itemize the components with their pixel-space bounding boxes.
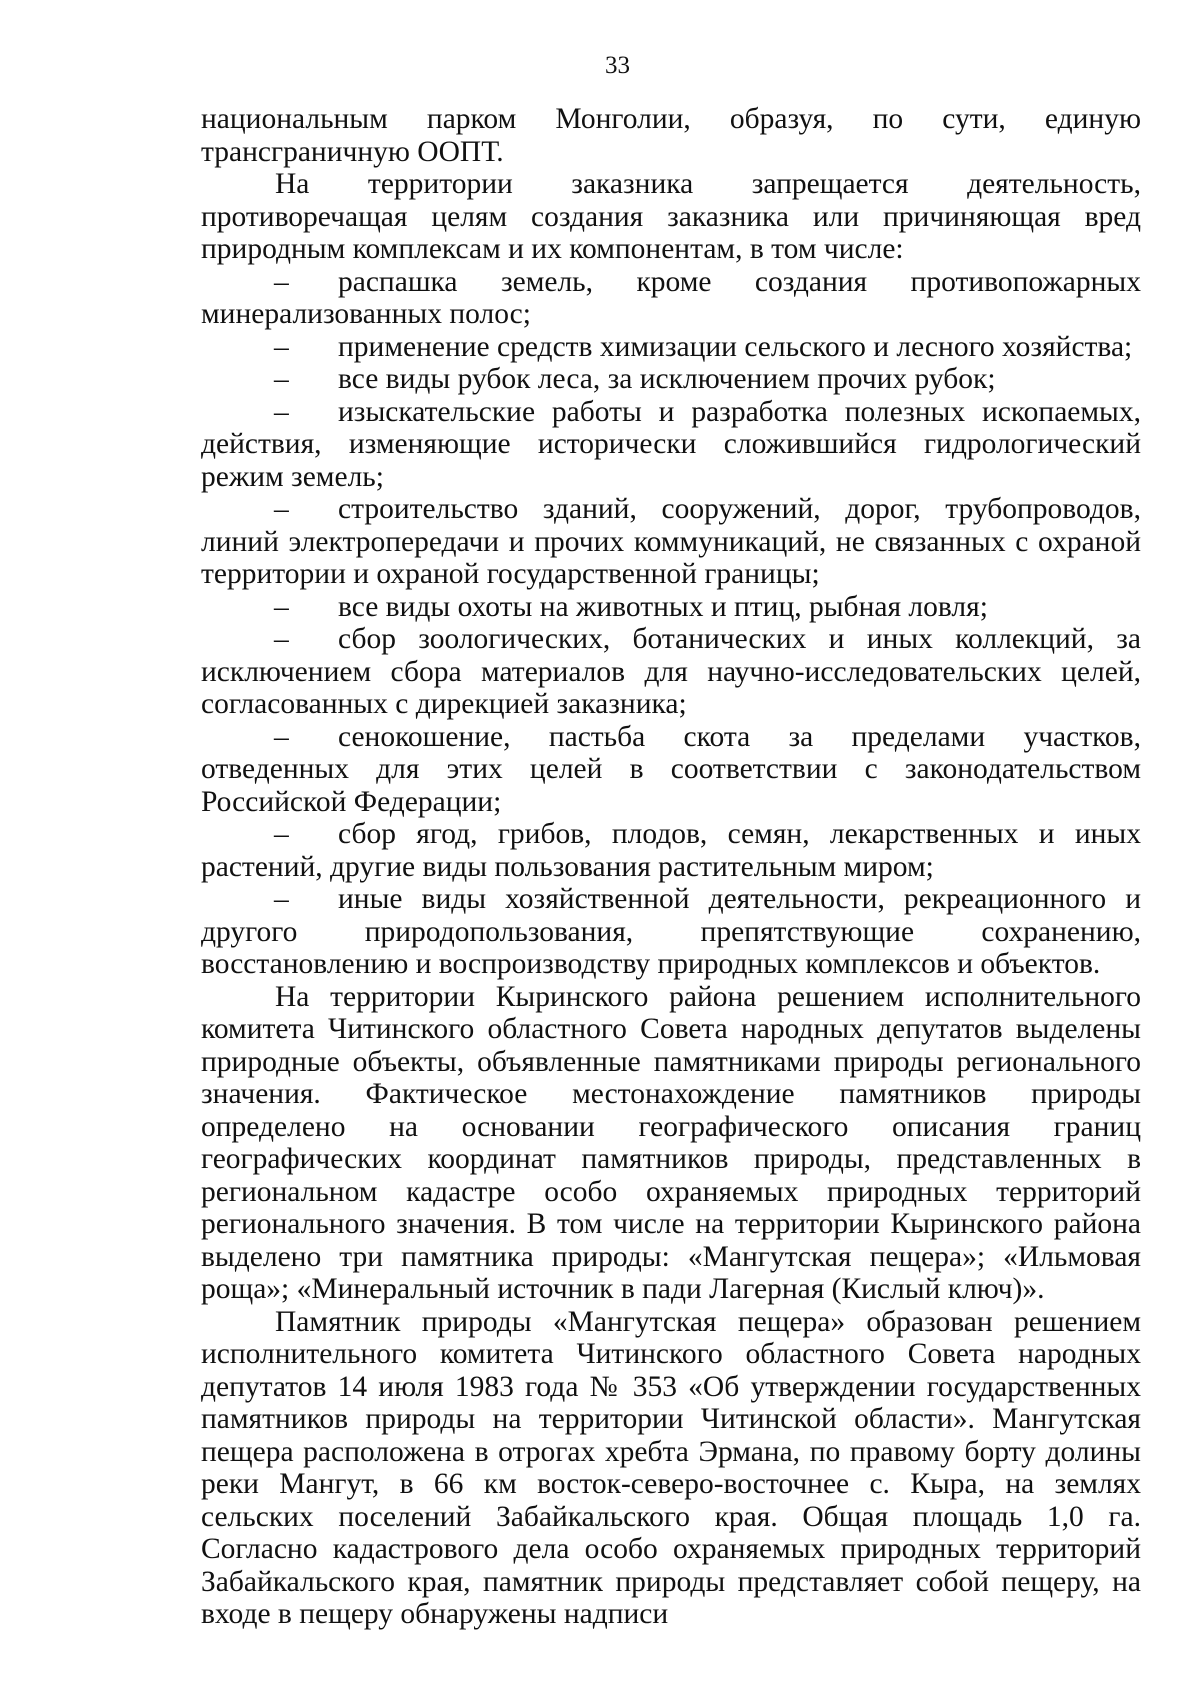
list-item-text: иные виды хозяйственной деятельности, рекреационного и другого природопользования, препятствующие сохранению, восстановлению и воспроизводству природных комплексов и объектов.: [201, 883, 1141, 980]
dash-marker: –: [274, 493, 289, 525]
list-item-text: применение средств химизации сельского и лесного хозяйства;: [338, 330, 1133, 363]
list-item-text: строительство зданий, сооружений, дорог, трубопроводов, линий электропередачи и прочих коммуникаций, не связанных с охраной территории и охраной государственной границы;: [201, 493, 1141, 590]
list-item: [201, 883, 1141, 981]
dash-marker: –: [274, 395, 289, 428]
list-item: [201, 266, 1141, 331]
list-item: [201, 721, 1141, 819]
list-item-text: сенокошение, пастьба скота за пределами участков, отведенных для этих целей в соответствии с законодательством Российской Федерации;: [201, 720, 1141, 818]
list-item: [201, 363, 1141, 396]
paragraph-prohibitions-intro: На территории заказника запрещается деятельность, противоречащая целям создания заказника или причиняющая вред природным комплексам и их компонентам, в том числе:: [201, 168, 1141, 265]
list-item-text: сбор зоологических, ботанических и иных коллекций, за исключением сбора материалов для научно-исследовательских целей, согласованных с дирекцией заказника;: [201, 623, 1141, 720]
dash-marker: –: [274, 265, 289, 298]
paragraph-natural-monuments: На территории Кыринского района решением исполнительного комитета Читинского областного Совета народных депутатов выделены природные объекты, объявленные памятниками природы регионального значения. Фактическое местонахождение памятников природы определено на основании географического описания границ географических координат памятников природы, представленных в региональном кадастре особо охраняемых природных территорий регионального значения. В том числе на территории Кыринского района выделено три памятника природы: «Мангутская пещера»; «Ильмовая роща»; «Минеральный источник в пади Лагерная (Кислый ключ)».: [201, 980, 1141, 1305]
dash-marker: –: [274, 590, 289, 623]
dash-marker: –: [274, 818, 289, 850]
list-item: [201, 623, 1141, 721]
list-item-text: все виды рубок леса, за исключением прочих рубок;: [338, 363, 996, 395]
dash-marker: –: [274, 883, 289, 915]
list-item: [201, 396, 1141, 494]
dash-marker: –: [274, 623, 289, 655]
list-item: [201, 591, 1141, 624]
dash-marker: –: [274, 330, 289, 363]
list-item-text: сбор ягод, грибов, плодов, семян, лекарственных и иных растений, другие виды пользования растительным миром;: [201, 818, 1141, 883]
list-item: [201, 493, 1141, 591]
list-item-text: распашка земель, кроме создания противопожарных минерализованных полос;: [201, 265, 1141, 330]
dash-marker: –: [274, 363, 289, 395]
paragraph-mongolia-park: национальным парком Монголии, образуя, по сути, единую трансграничную ООПТ.: [201, 103, 1141, 168]
page-number: 33: [605, 52, 630, 79]
list-item: [201, 331, 1141, 364]
list-item-text: изыскательские работы и разработка полезных ископаемых, действия, изменяющие исторически сложившийся гидрологический режим земель;: [201, 395, 1141, 493]
paragraph-mangut-cave: Памятник природы «Мангутская пещера» образован решением исполнительного комитета Читинского областного Совета народных депутатов 14 июля 1983 года № 353 «Об утверждении государственных памятников природы на территории Читинской области». Мангутская пещера расположена в отрогах хребта Эрмана, по правому борту долины реки Мангут, в 66 км восток-северо-восточнее с. Кыра, на землях сельских поселений Забайкальского края. Общая площадь 1,0 га. Согласно кадастрового дела особо охраняемых природных территорий Забайкальского края, памятник природы представляет собой пещеру, на входе в пещеру обнаружены надписи: [201, 1305, 1141, 1630]
list-item-text: все виды охоты на животных и птиц, рыбная ловля;: [338, 590, 988, 623]
dash-marker: –: [274, 720, 289, 753]
list-item: [201, 818, 1141, 883]
document-body: [201, 103, 1141, 1631]
